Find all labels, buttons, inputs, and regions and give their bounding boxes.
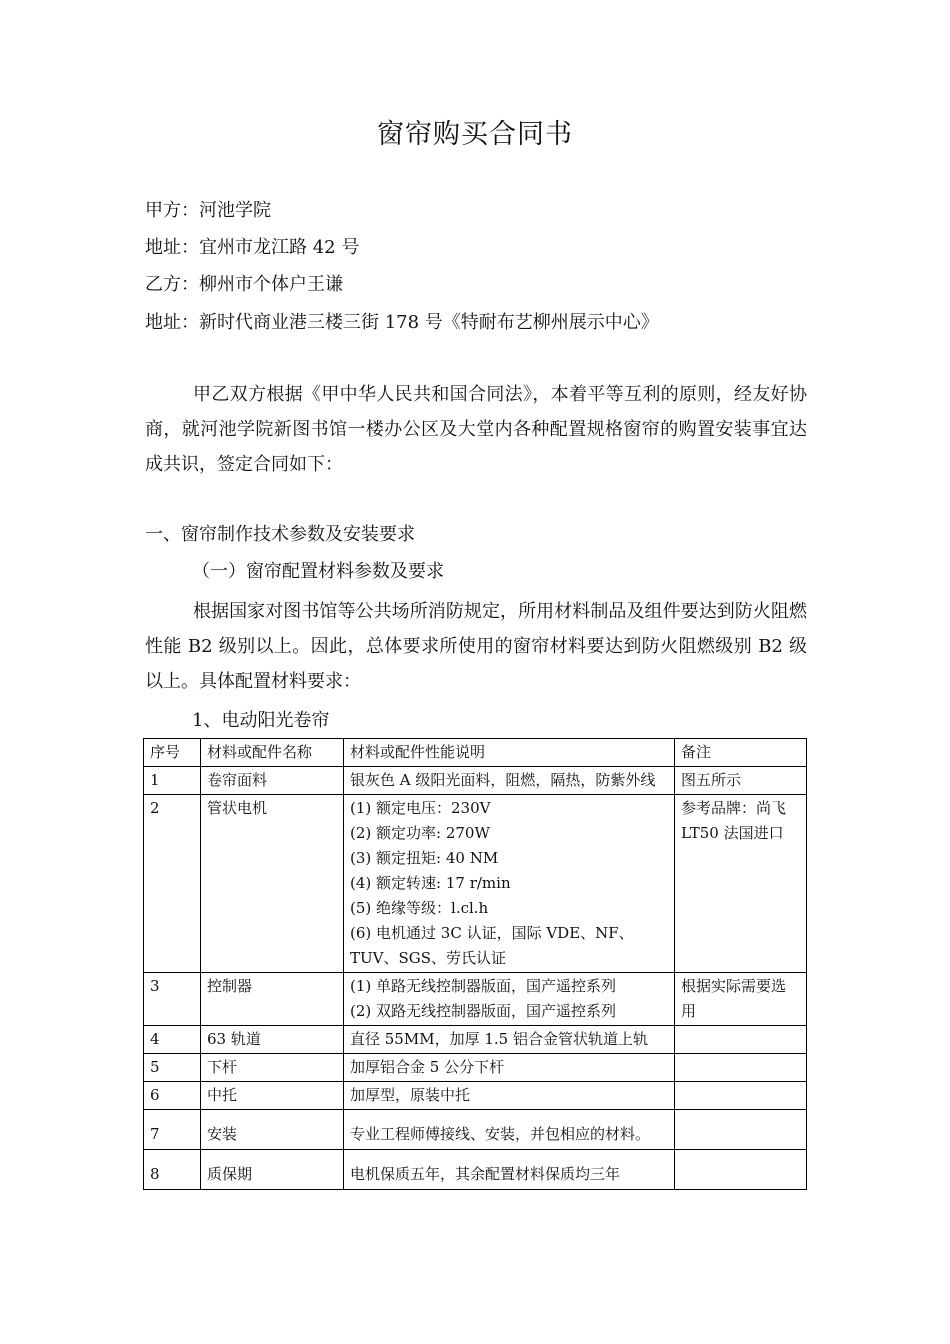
spec-line: (2) 双路无线控制器版面，国产遥控系列 — [350, 1002, 617, 1020]
row-number: 8 — [144, 1150, 201, 1190]
row-number: 7 — [144, 1110, 201, 1150]
table-row — [144, 973, 807, 1026]
row-number: 3 — [144, 973, 201, 1026]
spec-line: (6) 电机通过 3C 认证，国际 VDE、NF、TUV、SGS、劳氏认证 — [350, 924, 634, 967]
item-note — [675, 1082, 807, 1110]
item-note: 根据实际需要选用 — [675, 973, 807, 1026]
item-note — [675, 1054, 807, 1082]
table-row — [144, 795, 807, 973]
item-description: 银灰色 A 级阳光面料，阻燃，隔热，防紫外线 — [344, 767, 675, 795]
item-name: 卷帘面料 — [201, 767, 344, 795]
spec-line: (1) 单路无线控制器版面，国产遥控系列 — [350, 977, 617, 995]
party-a-address: 地址：宜州市龙江路 42 号 — [145, 237, 360, 258]
row-number: 1 — [144, 767, 201, 795]
item-note: 参考品牌：尚飞 LT50 法国进口 — [675, 795, 807, 973]
spec-line: (2) 额定功率: 270W — [350, 824, 490, 842]
row-number: 6 — [144, 1082, 201, 1110]
party-b: 乙方：柳州市个体户王谦 — [145, 274, 343, 295]
item-note — [675, 1026, 807, 1054]
item-title: 1、电动阳光卷帘 — [192, 710, 330, 731]
header-cell: 材料或配件性能说明 — [344, 739, 675, 767]
party-a: 甲方：河池学院 — [145, 200, 271, 221]
item-description — [344, 973, 675, 1026]
item-name: 63 轨道 — [201, 1026, 344, 1054]
item-description: 专业工程师傅接线、安装，并包相应的材料。 — [344, 1110, 675, 1150]
header-cell: 材料或配件名称 — [201, 739, 344, 767]
section-heading: 一、窗帘制作技术参数及安装要求 — [145, 524, 415, 545]
item-name: 质保期 — [201, 1150, 344, 1190]
header-cell: 序号 — [144, 739, 201, 767]
table-header-row — [144, 739, 807, 767]
item-description: 加厚型，原装中托 — [344, 1082, 675, 1110]
item-description: 加厚铝合金 5 公分下杆 — [344, 1054, 675, 1082]
item-description: 电机保质五年，其余配置材料保质均三年 — [344, 1150, 675, 1190]
table-row — [144, 1082, 807, 1110]
item-note — [675, 1150, 807, 1190]
spec-line: (5) 绝缘等级：l.cl.h — [350, 899, 489, 917]
table-row — [144, 1150, 807, 1190]
item-name: 控制器 — [201, 973, 344, 1026]
spec-line: (3) 额定扭矩: 40 NM — [350, 849, 499, 867]
table-row — [144, 1110, 807, 1150]
contract-title: 窗帘购买合同书 — [377, 119, 573, 150]
party-b-address: 地址：新时代商业港三楼三街 178 号《特耐布艺柳州展示中心》 — [145, 312, 659, 333]
spec-line: (4) 额定转速: 17 r/min — [350, 874, 511, 892]
row-number: 4 — [144, 1026, 201, 1054]
intro-paragraph: 甲乙双方根据《甲中华人民共和国合同法》，本着平等互利的原则，经友好协商，就河池学院新图书馆一楼办公区及大堂内各种配置规格窗帘的购置安装事宜达成共识，签定合同如下： — [145, 384, 807, 475]
item-name: 管状电机 — [201, 795, 344, 973]
item-name: 下杆 — [201, 1054, 344, 1082]
spec-line: (1) 额定电压：230V — [350, 799, 491, 817]
item-note — [675, 1110, 807, 1150]
header-cell: 备注 — [675, 739, 807, 767]
table-row — [144, 1054, 807, 1082]
item-name: 安装 — [201, 1110, 344, 1150]
item-description — [344, 795, 675, 973]
section-body: 根据国家对图书馆等公共场所消防规定，所用材料制品及组件要达到防火阻燃性能 B2 级别以上。因此，总体要求所使用的窗帘材料要达到防火阻燃级别 B2 级以上。具体配置材料要求： — [145, 601, 807, 692]
table-row — [144, 767, 807, 795]
item-name: 中托 — [201, 1082, 344, 1110]
row-number: 2 — [144, 795, 201, 973]
spec-table — [143, 738, 807, 1190]
sub-heading: （一）窗帘配置材料参数及要求 — [192, 561, 444, 582]
table-row — [144, 1026, 807, 1054]
row-number: 5 — [144, 1054, 201, 1082]
item-note: 图五所示 — [675, 767, 807, 795]
item-description: 直径 55MM，加厚 1.5 铝合金管状轨道上轨 — [344, 1026, 675, 1054]
